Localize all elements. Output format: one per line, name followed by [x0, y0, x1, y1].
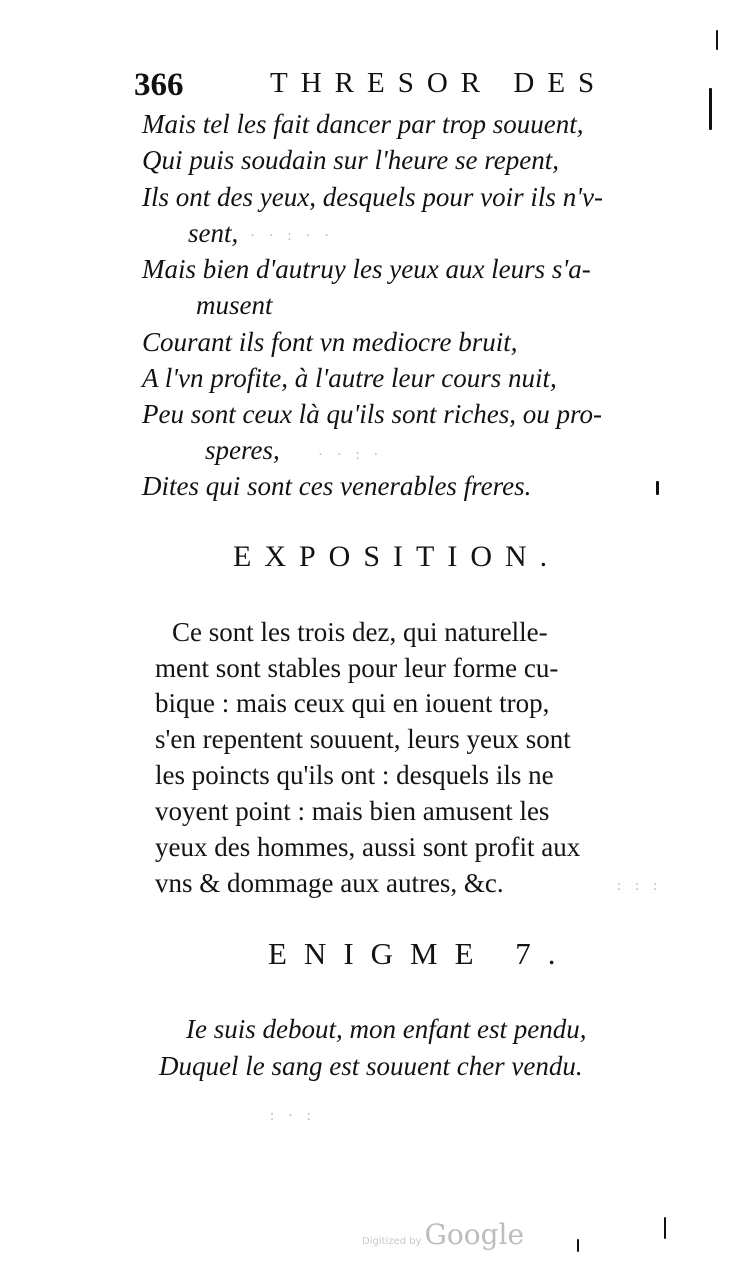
exposition-line-2: ment sont stables pour leur forme cu-	[155, 653, 559, 683]
poem-line-2: Qui puis soudain sur l'heure se repent,	[142, 145, 559, 175]
enigma-line-2: Duquel le sang est souuent cher vendu.	[159, 1051, 583, 1081]
running-header-title: THRESOR DES	[270, 67, 608, 99]
exposition-line-6: voyent point : mais bien amusent les	[155, 796, 550, 826]
poem-line-5: Mais bien d'autruy les yeux aux leurs s'a-	[142, 254, 591, 284]
exposition-line-3: bique : mais ceux qui en iouent trop,	[155, 688, 550, 718]
scan-speckle: : · :	[270, 1108, 316, 1124]
scan-margin-mark	[709, 88, 712, 130]
exposition-line-4: s'en repentent souuent, leurs yeux sont	[155, 724, 571, 754]
poem-line-7: Courant ils font vn mediocre bruit,	[142, 327, 518, 357]
exposition-line-8: vns & dommage aux autres, &c.	[155, 868, 504, 898]
exposition-line-7: yeux des hommes, aussi sont profit aux	[155, 832, 581, 862]
exposition-line-1: Ce sont les trois dez, qui naturelle-	[172, 617, 548, 647]
poem-line-6: musent	[196, 290, 273, 320]
enigma-heading: ENIGME 7.	[268, 936, 573, 971]
page-number: 366	[134, 67, 184, 103]
poem-line-8: A l'vn profite, à l'autre leur cours nuit,	[142, 363, 557, 393]
poem-line-9: Peu sont ceux là qu'ils sont riches, ou pro-	[142, 399, 602, 429]
scan-speckle: · · : ·	[318, 447, 384, 463]
google-logo: Google	[424, 1218, 525, 1251]
scan-speckle: : : :	[617, 878, 663, 894]
poem-line-3: Ils ont des yeux, desquels pour voir ils n'v-	[142, 182, 603, 212]
poem-line-4: sent,	[188, 218, 239, 248]
exposition-heading: EXPOSITION.	[233, 540, 561, 573]
poem-line-11: Dites qui sont ces venerables freres.	[142, 471, 532, 501]
poem-line-1: Mais tel les fait dancer par trop souuent,	[142, 109, 584, 139]
scan-margin-mark	[664, 1217, 666, 1239]
digitized-by-google-watermark	[362, 1218, 524, 1251]
exposition-line-5: les poincts qu'ils ont : desquels ils ne	[155, 760, 554, 790]
poem-line-10: speres,	[205, 435, 280, 465]
scan-margin-mark	[656, 481, 659, 495]
enigma-line-1: Ie suis debout, mon enfant est pendu,	[186, 1014, 587, 1044]
digitized-label: Digitized by	[362, 1236, 422, 1247]
scan-margin-mark	[716, 30, 718, 50]
scan-speckle: · · : · ·	[250, 228, 335, 244]
scan-margin-mark	[577, 1239, 579, 1252]
